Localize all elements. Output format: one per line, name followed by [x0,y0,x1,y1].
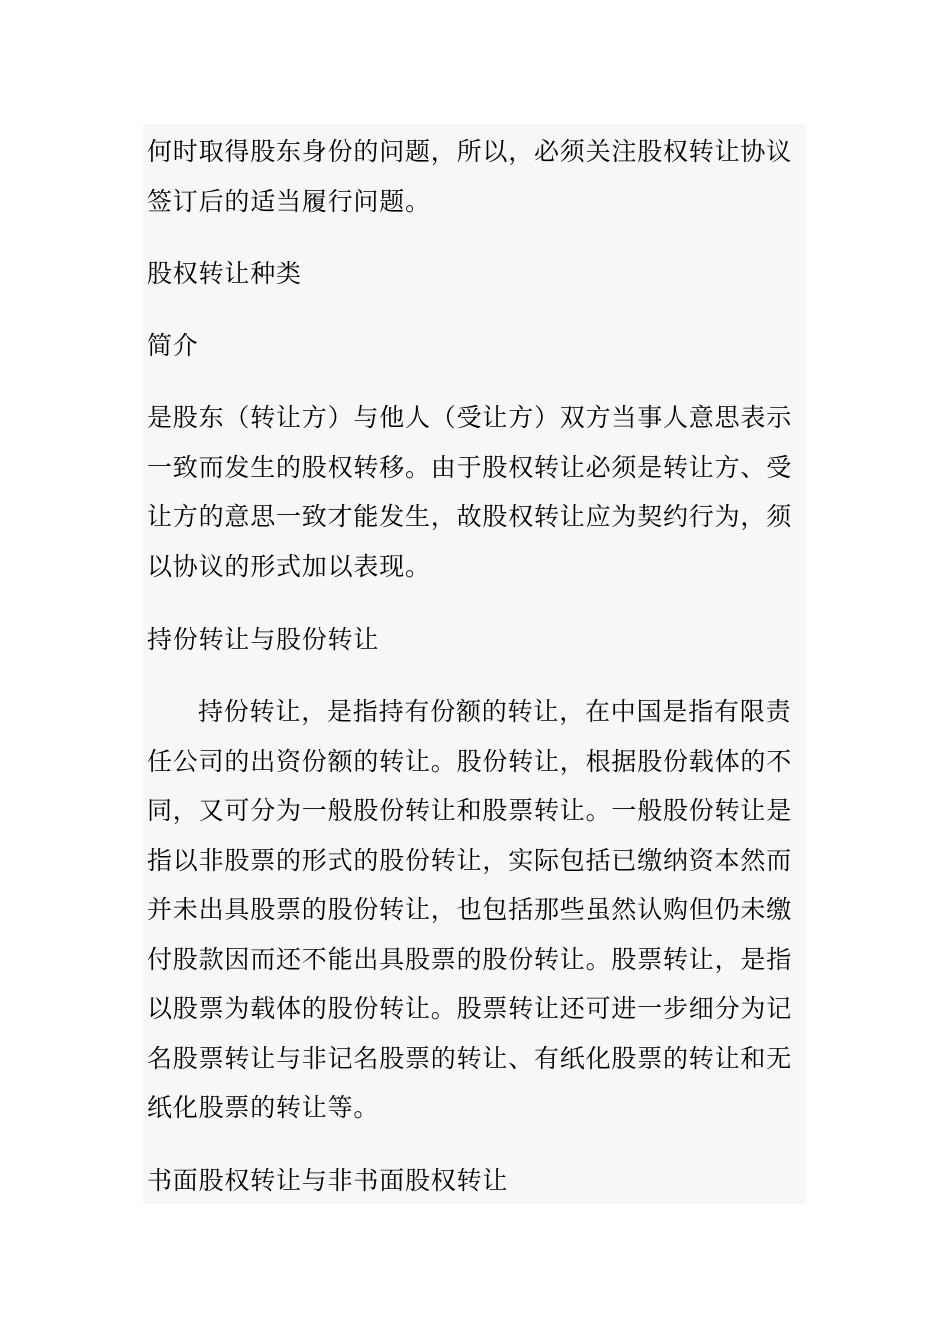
heading-share-transfer: 持份转让与股份转让 [147,625,380,654]
heading-introduction: 简介 [147,331,199,360]
heading-written-transfer: 书面股权转让与非书面股权转让 [147,1166,509,1195]
document-text-block [143,124,806,1204]
paragraph-definition: 是股东（转让方）与他人（受让方）双方当事人意思表示一致而发生的股权转移。由于股权转让必须是转让方、受让方的意思一致才能发生，故股权转让应为契约行为，须以协议的形式加以表现。 [147,403,793,581]
heading-equity-transfer-types: 股权转让种类 [147,259,302,288]
paragraph-intro: 何时取得股东身份的问题，所以，必须关注股权转让协议签订后的适当履行问题。 [147,137,793,216]
paragraph-share-transfer: 持份转让，是指持有份额的转让，在中国是指有限责任公司的出资份额的转让。股份转让，根据股份载体的不同，又可分为一般股份转让和股票转让。一般股份转让是指以非股票的形式的股份转让，实际包括已缴纳资本然而并未出具股票的股份转让，也包括那些虽然认购但仍未缴付股款因而还不能出具股票的股份转让。股票转让，是指以股票为载体的股份转让。股票转让还可进一步细分为记名股票转让与非记名股票的转让、有纸化股票的转让和无纸化股票的转让等。 [147,697,793,1122]
